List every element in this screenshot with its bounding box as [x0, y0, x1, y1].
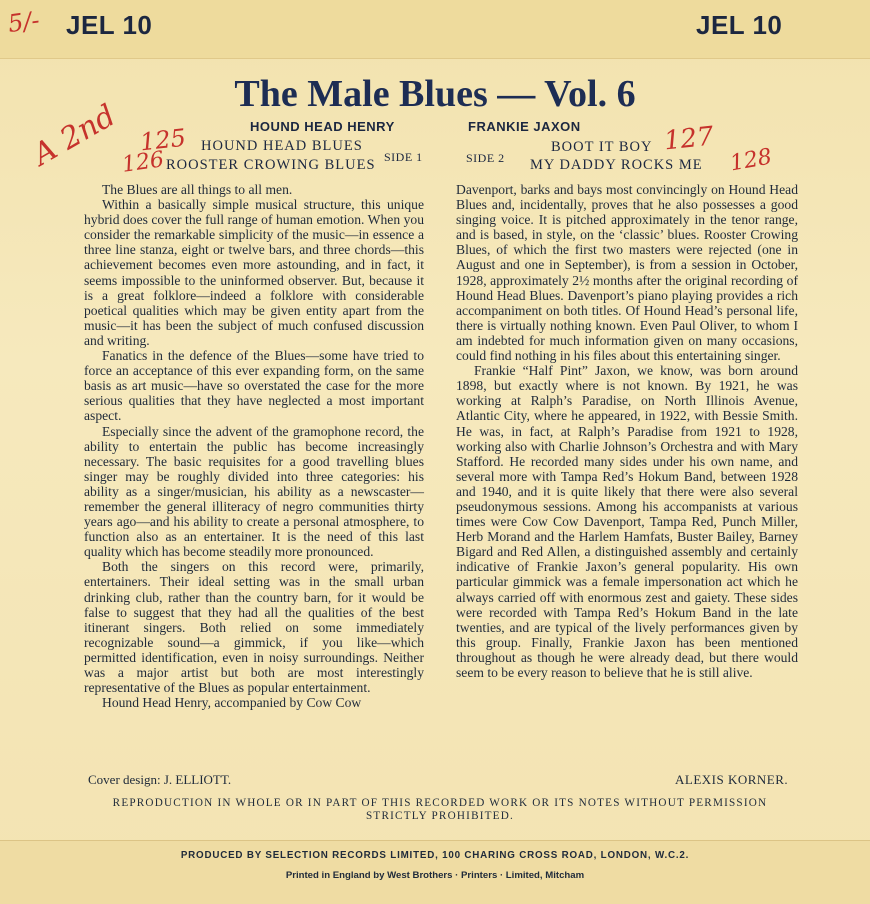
- side2-artist: FRANKIE JAXON: [468, 119, 581, 134]
- notes-paragraph: The Blues are all things to all men.: [102, 182, 293, 197]
- liner-notes-left-column: [84, 182, 424, 710]
- liner-notes-right-column: [456, 182, 798, 680]
- catalog-number-left: JEL 10: [66, 10, 153, 40]
- notes-paragraph: Fanatics in the defence of the Blues—some have tried to force an acceptance of this ever expanding form, on the same basis as art music—have so overstated the case for the more serious qualities that they have neglected a most important aspect.: [84, 348, 424, 424]
- printer-line: Printed in England by West Brothers · Printers · Limited, Mitcham: [285, 870, 585, 881]
- reproduction-notice: REPRODUCTION IN WHOLE OR IN PART OF THIS RECORDED WORK OR ITS NOTES WITHOUT PERMISSION STRICTLY PROHIBITED.: [112, 797, 768, 822]
- handwritten-number-125: 125: [138, 123, 188, 157]
- side1-artist: HOUND HEAD HENRY: [250, 119, 395, 134]
- side2-label: SIDE 2: [466, 151, 505, 165]
- handwritten-price: 5/-: [6, 5, 42, 39]
- side2-track-1: BOOT IT BOY: [551, 139, 653, 155]
- notes-paragraph: Within a basically simple musical structure, this unique hybrid does cover the full range of human emotion. When you consider the remarkable simplicity of the music—in essence a three line stanza, eight or twelve bars, and three chords—this achievement becomes even more astounding, and in fact, it seems impossible to the uninformed observer. But, because it is a great folklore—indeed a folklore with considerable poetical qualities which may be given entity apart from the music—it has been the subject of much confused discussion and writing.: [84, 197, 424, 348]
- producer-line: PRODUCED BY SELECTION RECORDS LIMITED, 100 CHARING CROSS ROAD, LONDON, W.C.2.: [180, 850, 690, 861]
- handwritten-note: A 2nd: [27, 98, 122, 173]
- handwritten-number-127: 127: [662, 121, 716, 157]
- handwritten-number-126: 126: [120, 147, 166, 178]
- author-credit: ALEXIS KORNER.: [675, 772, 789, 787]
- album-title: The Male Blues — Vol. 6: [234, 73, 636, 115]
- handwritten-number-128: 128: [728, 144, 774, 177]
- catalog-number-right: JEL 10: [696, 10, 783, 40]
- notes-paragraph: Frankie “Half Pint” Jaxon, we know, was born around 1898, but exactly where is not known. By 1921, he was working at Ralph’s Paradise, on North Illinois Avenue, Atlantic City, where he appeared, in 1922, with Bessie Smith. He was, in fact, at Ralph’s Paradise from 1921 to 1928, working also with Charlie Johnson’s Orchestra and with Mary Stafford. He recorded many sides under his own name, and several more with Tampa Red’s Hokum Band, between 1928 and 1940, and it is quite likely that there were also several pseudonymous sessions. Among his accompanists at various times were Cow Cow Davenport, Tampa Red, Punch Miller, Herb Morand and the Harlem Hamfats, Buster Bailey, Barney Bigard and Red Allen, a distinguished assembly and certainly indicative of Frankie Jaxon’s general popularity. His own particular gimmick was a female impersonation act which he always carried off with enormous zest and gaiety. These sides were recorded with Tampa Red’s Hokum Band in the late twenties, and are typical of the lively performances given by this group. Finally, Frankie Jaxon has been mentioned throughout as though he were already dead, but there would seem to be every reason to believe that he is still alive.: [456, 363, 798, 680]
- side2-track-2: MY DADDY ROCKS ME: [530, 157, 703, 173]
- cover-design-credit: Cover design: J. ELLIOTT.: [88, 772, 232, 787]
- notes-paragraph: Both the singers on this record were, primarily, entertainers. Their ideal setting was in the small urban drinking club, rather than the country barn, for it would be false to suggest that they had all the qualities of the best itinerant singers. Both relied on some immediately recognizable sound—a gimmick, if you like—which permitted identification, even in noisy surroundings. Neither was a major artist but both are most interestingly representative of the Blues as popular entertainment.: [84, 559, 424, 696]
- side1-track-2: ROOSTER CROWING BLUES: [166, 157, 376, 173]
- side1-track-1: HOUND HEAD BLUES: [201, 138, 363, 154]
- notes-paragraph: Especially since the advent of the gramophone record, the ability to entertain the public has become increasingly necessary. The basic requisites for a good travelling blues singer may be roughly divided into three categories: his ability as a singer/musician, his ability as a newscaster—remember the general illiteracy of negro communities thirty years ago—and his ability to create a personal atmosphere, to function also as an entertainer. It is the need of this last quality which has become steadily more pronounced.: [84, 423, 424, 560]
- notes-paragraph: Davenport, barks and bays most convincingly on Hound Head Blues and, incidentally, proves that he also possesses a good singing voice. It is pitched approximately in the tenor range, and is based, in style, on the ‘classic’ blues. Rooster Crowing Blues, of which the first two masters were rejected (one in August and one in September), is from a session in October, 1928, approximately 2½ months after the original recording of Hound Head Blues. Davenport’s piano playing provides a rich accompaniment on both titles. Of Hound Head’s personal life, there is virtually nothing known. Even Paul Oliver, to whom I am indebted for much information given on many occasions, could find nothing in his files about this entertaining singer.: [456, 182, 798, 364]
- notes-paragraph: Hound Head Henry, accompanied by Cow Cow: [102, 695, 362, 711]
- side1-label: SIDE 1: [384, 150, 423, 164]
